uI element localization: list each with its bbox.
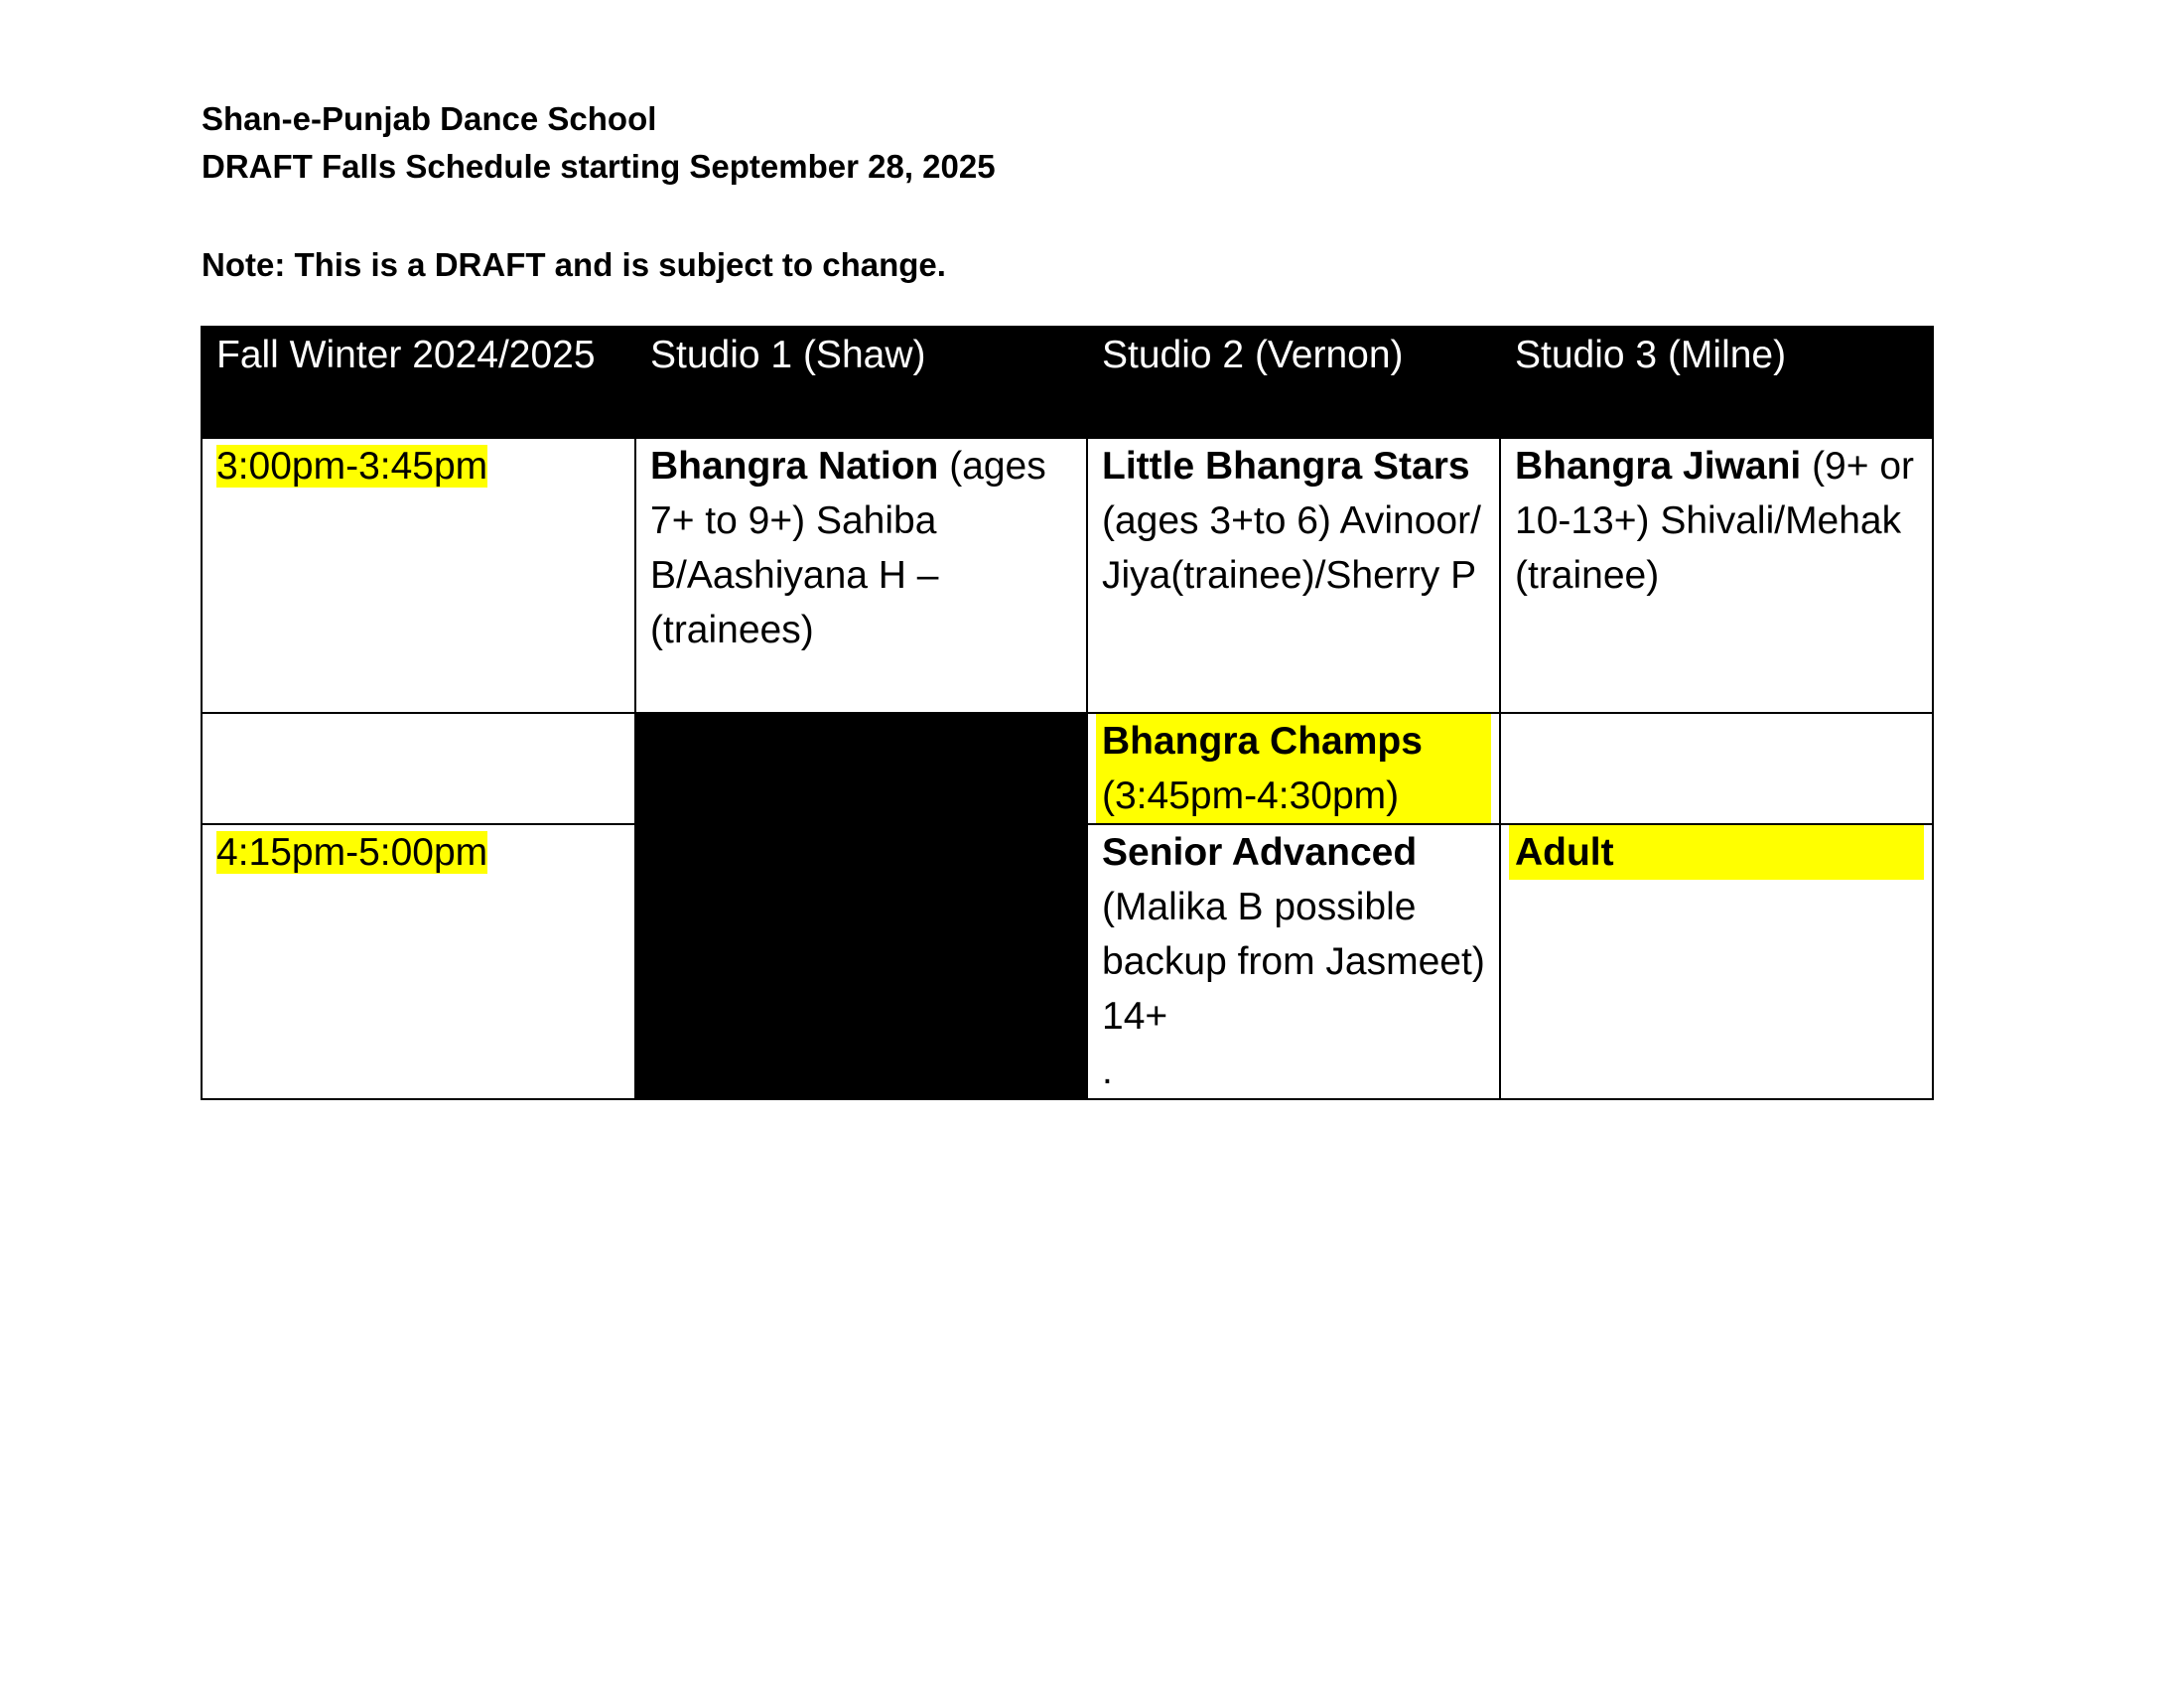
class-cell <box>635 438 1087 713</box>
class-details: (ages 3+to 6) Avinoor/ Jiya(trainee)/Sherry P <box>1102 499 1481 597</box>
time-cell <box>202 713 635 824</box>
class-details: (ages 7+ to 9+) Sahiba B/Aashiyana H – (trainees) <box>650 445 1046 651</box>
class-cell <box>1500 713 1933 824</box>
time-slot-2: 4:15pm-5:00pm <box>216 831 488 874</box>
highlighted-class <box>1096 714 1491 823</box>
class-name: Bhangra Jiwani <box>1515 445 1802 488</box>
header-studio-2: Studio 2 (Vernon) <box>1087 327 1500 438</box>
class-cell <box>1087 438 1500 713</box>
class-details: (9+ or 10-13+) Shivali/Mehak (trainee) <box>1515 445 1915 597</box>
time-cell <box>202 438 635 713</box>
header-term: Fall Winter 2024/2025 <box>202 327 635 438</box>
draft-note: Note: This is a DRAFT and is subject to change. <box>202 246 946 283</box>
blocked-cell <box>635 713 1087 1099</box>
class-name: Bhangra Champs <box>1102 720 1423 763</box>
trailing-mark: . <box>1102 1050 1113 1092</box>
time-slot-1: 3:00pm-3:45pm <box>216 445 488 488</box>
school-name: Shan-e-Punjab Dance School <box>202 100 657 137</box>
class-cell <box>1500 824 1933 1099</box>
class-cell <box>1087 713 1500 824</box>
table-row <box>202 438 1933 713</box>
class-cell <box>1087 824 1500 1099</box>
class-details: (Malika B possible backup from Jasmeet) 14+ <box>1102 886 1485 1038</box>
class-time: (3:45pm-4:30pm) <box>1102 774 1400 817</box>
header-studio-3: Studio 3 (Milne) <box>1500 327 1933 438</box>
schedule-table <box>201 326 1934 1100</box>
header-studio-1: Studio 1 (Shaw) <box>635 327 1087 438</box>
class-name: Senior Advanced <box>1102 831 1418 874</box>
table-header-row <box>202 327 1933 438</box>
schedule-title: DRAFT Falls Schedule starting September 28, 2025 <box>202 148 996 185</box>
class-cell <box>1500 438 1933 713</box>
class-name-adult: Adult <box>1509 825 1924 880</box>
table-row <box>202 713 1933 824</box>
time-cell <box>202 824 635 1099</box>
class-name: Bhangra Nation <box>650 445 939 488</box>
class-name: Little Bhangra Stars <box>1102 445 1470 488</box>
document-header <box>202 95 996 191</box>
